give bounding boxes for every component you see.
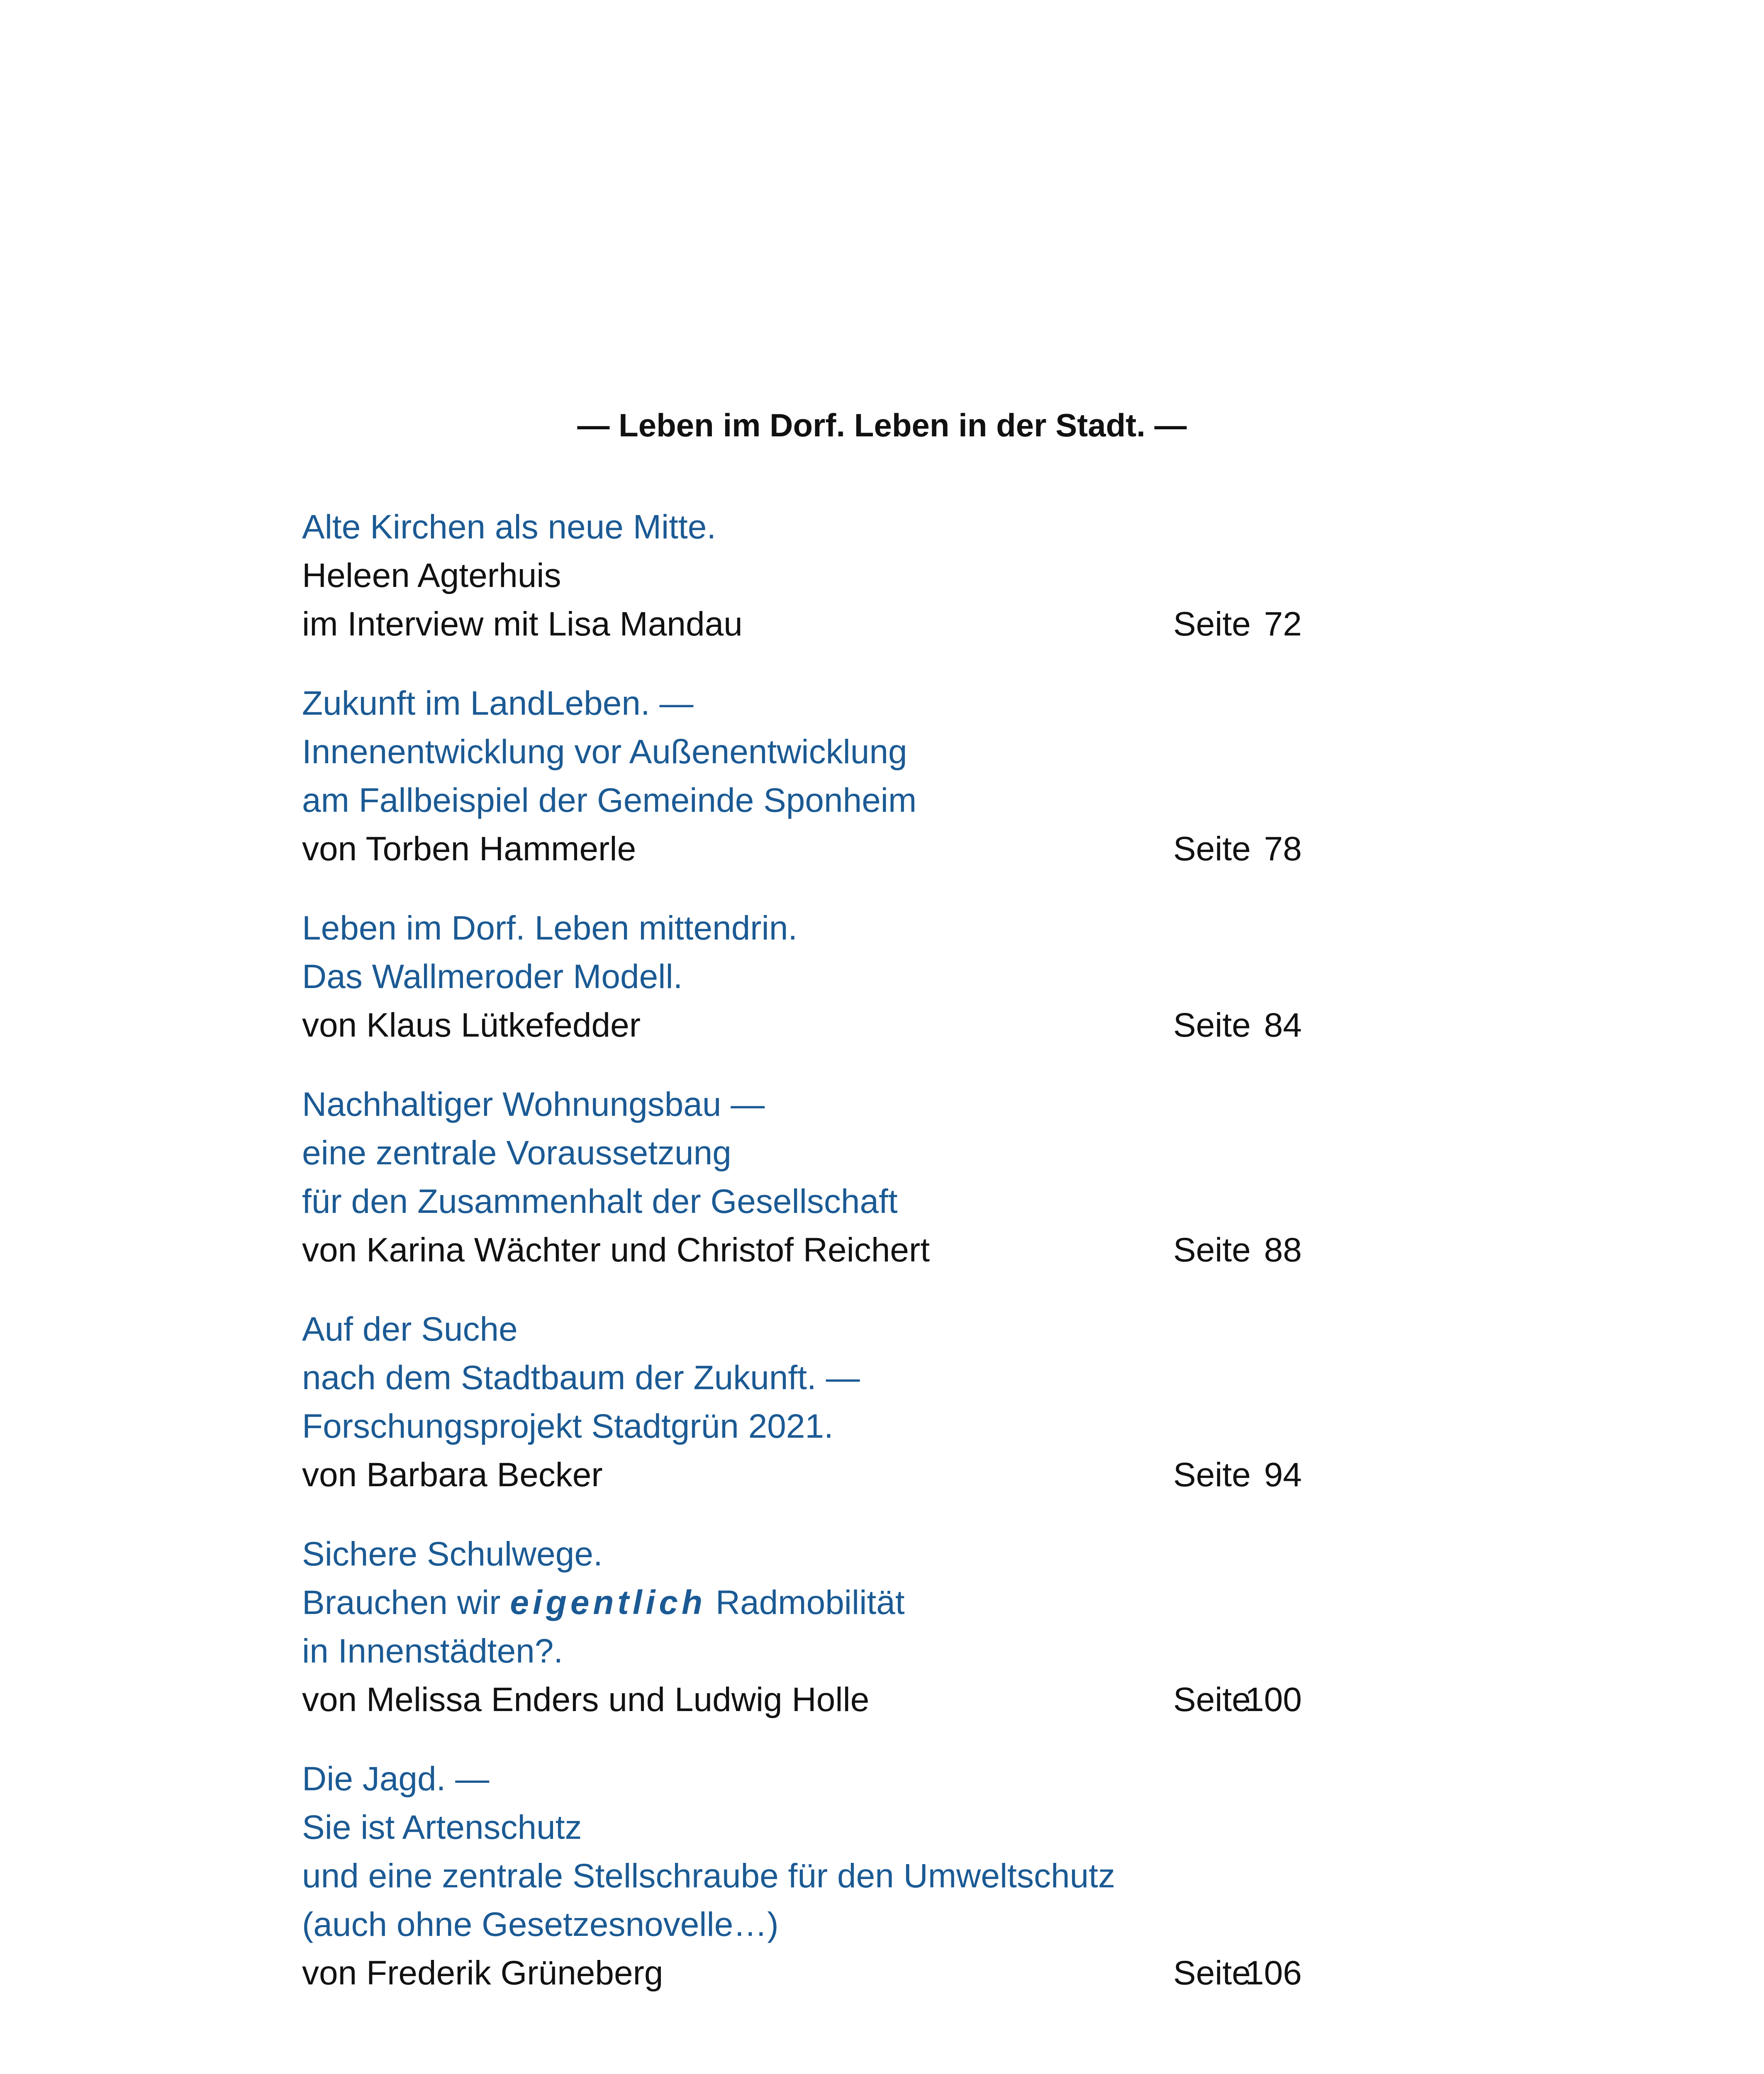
title-text: Alte Kirchen als neue Mitte.: [302, 508, 716, 546]
entry-author-line: [302, 551, 1339, 600]
author-text: von Karina Wächter und Christof Reichert: [302, 1231, 930, 1269]
author-text: von Melissa Enders und Ludwig Holle: [302, 1681, 870, 1719]
title-text: Nachhaltiger Wohnungsbau —: [302, 1086, 765, 1123]
entry-title-line: [302, 1578, 1339, 1627]
toc-entry: [302, 679, 1339, 873]
entry-title-line: [302, 728, 1339, 776]
page-ref-number: 78: [1264, 830, 1302, 868]
toc-entry: [302, 1305, 1339, 1499]
title-text: Die Jagd. —: [302, 1760, 490, 1798]
entry-title-line: [302, 1627, 1339, 1675]
title-text: (auch ohne Gesetzesnovelle…): [302, 1906, 779, 1943]
title-text: Brauchen wir: [302, 1584, 510, 1621]
toc-entry: [302, 503, 1339, 648]
title-text: nach dem Stadtbaum der Zukunft. —: [302, 1359, 860, 1397]
title-text: Sichere Schulwege.: [302, 1535, 603, 1573]
title-text: Das Wallmeroder Modell.: [302, 958, 683, 996]
entry-author-line: [302, 1949, 1339, 1997]
entry-title-line: [302, 503, 1339, 551]
entry-title-line: [302, 1803, 1339, 1852]
entry-author-line: [302, 1451, 1339, 1499]
entry-title-line: [302, 1080, 1339, 1129]
entry-author-line: [302, 1226, 1339, 1274]
entry-author-line: [302, 1001, 1339, 1049]
table-of-contents: [302, 503, 1339, 2028]
entry-title-line: [302, 1852, 1339, 1900]
title-text: für den Zusammenhalt der Gesellschaft: [302, 1183, 898, 1220]
page-label: Seite: [1173, 605, 1251, 643]
title-text: eine zentrale Voraussetzung: [302, 1134, 731, 1172]
page-label: Seite: [1173, 1231, 1251, 1269]
title-text: Auf der Suche: [302, 1310, 518, 1348]
page-reference: [1173, 1949, 1339, 1997]
toc-entry: [302, 1755, 1339, 1997]
entry-author-line: [302, 825, 1339, 873]
page-label: Seite: [1173, 1456, 1251, 1494]
title-text: Forschungsprojekt Stadtgrün 2021.: [302, 1407, 833, 1445]
page-ref-number: 72: [1264, 605, 1302, 643]
entry-title-line: [302, 679, 1339, 728]
toc-entry: [302, 1530, 1339, 1724]
title-text: Sie ist Artenschutz: [302, 1809, 582, 1846]
title-text: am Fallbeispiel der Gemeinde Sponheim: [302, 781, 917, 819]
author-text: von Frederik Grüneberg: [302, 1954, 663, 1992]
author-text: von Klaus Lütkefedder: [302, 1006, 641, 1044]
page-reference: [1173, 1001, 1339, 1049]
entry-author-line: [302, 600, 1339, 648]
entry-author-line: [302, 1675, 1339, 1724]
page-ref-number: 94: [1264, 1456, 1302, 1494]
entry-title-line: [302, 1305, 1339, 1353]
author-text: Heleen Agterhuis: [302, 557, 561, 594]
author-text: im Interview mit Lisa Mandau: [302, 605, 743, 643]
author-text: von Barbara Becker: [302, 1456, 603, 1494]
page-ref-number: 106: [1245, 1954, 1302, 1992]
entry-title-line: [302, 1530, 1339, 1578]
entry-title-line: [302, 1900, 1339, 1949]
toc-entry: [302, 1080, 1339, 1274]
emphasized-word: eigentlich: [510, 1584, 707, 1621]
page-reference: [1173, 1451, 1339, 1499]
page-label: Seite: [1173, 830, 1251, 868]
title-text: Innenentwicklung vor Außenentwicklung: [302, 733, 907, 771]
page-label: Seite: [1173, 1006, 1251, 1044]
title-text: Leben im Dorf. Leben mittendrin.: [302, 909, 798, 947]
author-text: von Torben Hammerle: [302, 830, 636, 868]
page-ref-number: 84: [1264, 1006, 1302, 1044]
page-reference: [1173, 825, 1339, 873]
page-ref-number: 88: [1264, 1231, 1302, 1269]
page-label: Seite: [1173, 1954, 1251, 1992]
page-reference: [1173, 1675, 1339, 1724]
section-heading: — Leben im Dorf. Leben in der Stadt. —: [577, 407, 1187, 443]
entry-title-line: [302, 1755, 1339, 1803]
entry-title-line: [302, 904, 1339, 952]
entry-title-line: [302, 1129, 1339, 1177]
title-text: Zukunft im LandLeben. —: [302, 684, 694, 722]
entry-title-line: [302, 1177, 1339, 1226]
entry-title-line: [302, 776, 1339, 825]
page-reference: [1173, 1226, 1339, 1274]
title-text: und eine zentrale Stellschraube für den Umweltschutz: [302, 1857, 1115, 1895]
page-ref-number: 100: [1245, 1681, 1302, 1719]
entry-title-line: [302, 1402, 1339, 1451]
page-reference: [1173, 600, 1339, 648]
toc-entry: [302, 904, 1339, 1049]
title-text: Radmobilität: [706, 1584, 905, 1621]
entry-title-line: [302, 952, 1339, 1001]
entry-title-line: [302, 1353, 1339, 1402]
title-text: in Innenstädten?.: [302, 1632, 563, 1670]
page-label: Seite: [1173, 1681, 1251, 1719]
